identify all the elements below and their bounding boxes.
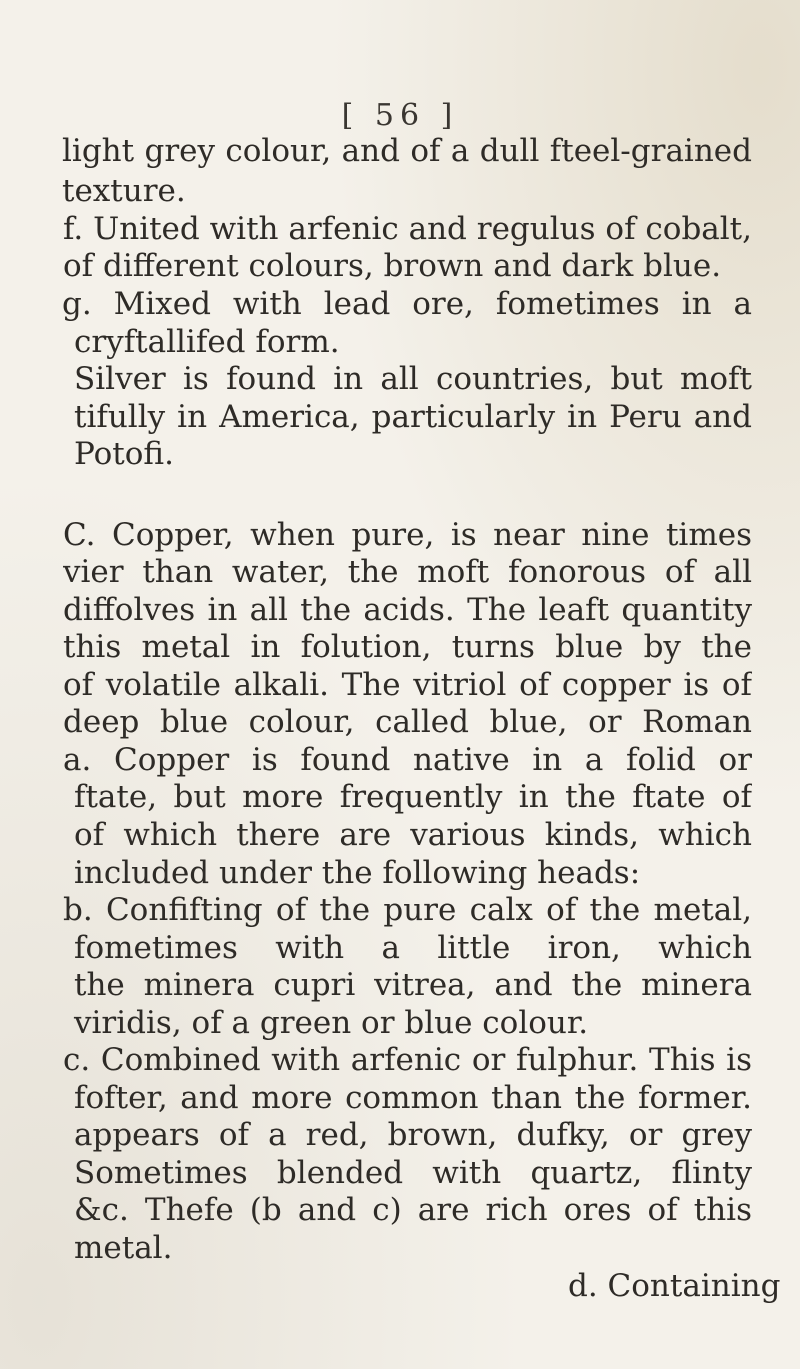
text-line: of different colours, brown and dark blue. [63,248,722,284]
text-line: a. Copper is found native in a folid or [63,742,752,778]
text-line: g. Mixed with lead ore, fometimes in a [62,286,752,322]
catchword: d. Containing [568,1268,781,1304]
text-line: vier than water, the moft fonorous of all [63,554,752,590]
text-line: deep blue colour, called blue, or Roman [63,704,752,740]
text-line: appears of a red, brown, dufky, or grey [74,1117,752,1153]
text-line: ftate, but more frequently in the ftate of [74,779,752,815]
text-line: fometimes with a little iron, which [74,930,752,966]
page-number: [ 56 ] [341,98,459,133]
text-line: the minera cupri vitrea, and the minera [74,967,752,1003]
text-line: Sometimes blended with quartz, flinty [74,1155,752,1191]
text-line: of volatile alkali. The vitriol of copper is of [63,667,752,703]
text-line: fofter, and more common than the former. [74,1080,752,1116]
text-line: c. Combined with arfenic or fulphur. This is [63,1042,752,1078]
text-line: included under the following heads: [74,855,641,891]
text-line: Silver is found in all countries, but moft [74,361,752,397]
text-line: C. Copper, when pure, is near nine times [63,517,752,553]
text-line: diffolves in all the acids. The leaft quantity [63,592,752,628]
text-line: texture. [62,173,186,209]
text-line: f. United with arfenic and regulus of cobalt, [63,211,752,247]
text-line: &c. Thefe (b and c) are rich ores of this [74,1192,752,1228]
text-line: b. Confifting of the pure calx of the metal, [63,892,752,928]
text-line: metal. [74,1230,173,1266]
text-line: tifully in America, particularly in Peru and [74,399,752,435]
text-line: cryftallifed form. [74,324,340,360]
text-line: Potofi. [74,436,174,472]
text-line: light grey colour, and of a dull fteel-grained [62,133,752,169]
text-line: this metal in folution, turns blue by the [63,629,752,665]
text-line: viridis, of a green or blue colour. [74,1005,589,1041]
text-line: of which there are various kinds, which [74,817,752,853]
